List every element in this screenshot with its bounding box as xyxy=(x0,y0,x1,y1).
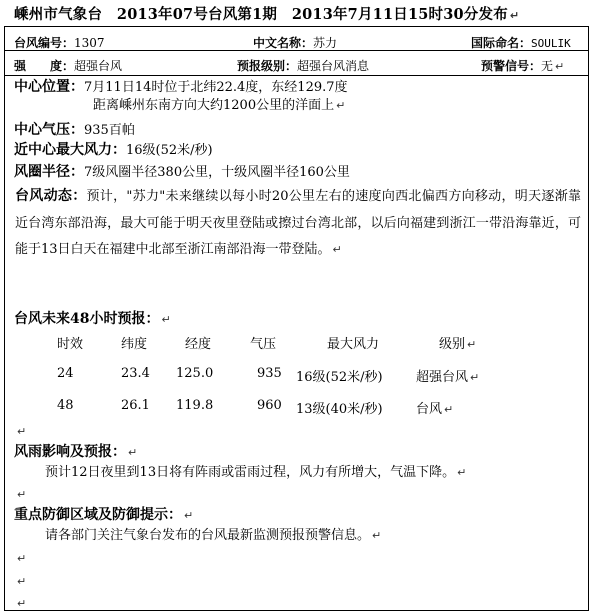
forecast-title xyxy=(14,311,171,328)
paragraph-mark-icon: ↵ xyxy=(17,575,27,588)
typhoon-number-value: 1307 xyxy=(74,36,105,50)
paragraph-mark-icon: ↵ xyxy=(336,99,346,112)
forecast-row1-time: 24 xyxy=(57,366,74,381)
forecast-level xyxy=(237,57,369,74)
warning-signal xyxy=(481,57,564,74)
empty-paragraph xyxy=(15,573,26,590)
max-wind-label: 近中心最大风力： xyxy=(14,142,126,158)
typhoon-dynamics-text: 预计，"苏力"未来继续以每小时20公里左右的速度向西北偏西方向移动，明天逐渐靠近台湾东部沿海，最大可能于明天夜里登陆或擦过台湾北部，以后向福建到浙江一带沿海靠近，可能于13日白天在福建中北部至浙江南部沿海一带登陆。 xyxy=(15,189,581,257)
chinese-name-value: 苏力 xyxy=(313,36,338,50)
forecast-row1-lon: 125.0 xyxy=(176,366,214,381)
forecast-row2-lat: 26.1 xyxy=(121,398,150,413)
forecast-header-wind: 最大风力 xyxy=(327,337,380,352)
international-name-value: SOULIK xyxy=(531,37,571,50)
paragraph-mark-icon: ↵ xyxy=(555,60,565,73)
paragraph-mark-icon: ↵ xyxy=(17,597,27,610)
forecast-row2-time: 48 xyxy=(57,398,74,413)
rain-title xyxy=(14,444,137,461)
rain-title-text: 风雨影响及预报： xyxy=(14,444,126,460)
typhoon-number-label: 台风编号： xyxy=(14,36,75,50)
paragraph-mark-icon: ↵ xyxy=(184,509,194,522)
forecast-row1-pressure: 935 xyxy=(257,366,282,381)
paragraph-mark-icon: ↵ xyxy=(470,371,480,384)
forecast-header-grade xyxy=(439,333,476,352)
strength-label: 强 度： xyxy=(14,59,75,73)
center-position-line2 xyxy=(93,97,345,114)
row-divider xyxy=(5,50,588,51)
forecast-row2-grade xyxy=(416,398,453,417)
wind-radius-label: 风圈半径： xyxy=(14,164,84,180)
forecast-header-pressure: 气压 xyxy=(250,337,277,352)
paragraph-mark-icon: ↵ xyxy=(457,466,467,479)
forecast-row2-grade-text: 台风 xyxy=(416,402,443,417)
forecast-header-lon: 经度 xyxy=(185,337,212,352)
forecast-row2-wind: 13级(40米/秒) xyxy=(296,402,383,417)
paragraph-mark-icon: ↵ xyxy=(17,425,27,438)
rain-forecast xyxy=(45,464,466,481)
center-pressure xyxy=(14,122,135,139)
paragraph-mark-icon: ↵ xyxy=(17,488,27,501)
wind-radius-value: 7级风圈半径380公里，十级风圈半径160公里 xyxy=(84,165,350,180)
typhoon-info-table xyxy=(4,26,589,611)
forecast-row2-pressure: 960 xyxy=(257,398,282,413)
typhoon-number xyxy=(14,34,105,51)
empty-paragraph xyxy=(15,486,26,503)
center-position xyxy=(14,79,348,96)
empty-paragraph xyxy=(15,595,26,612)
center-position-line1: 7月11日14时位于北纬22.4度，东经129.7度 xyxy=(84,80,348,95)
typhoon-dynamics-label: 台风动态： xyxy=(15,188,87,204)
forecast-row1-grade-text: 超强台风 xyxy=(416,370,469,385)
paragraph-mark-icon: ↵ xyxy=(128,446,138,459)
international-name xyxy=(471,34,571,51)
paragraph-mark-icon: ↵ xyxy=(467,338,477,351)
center-pressure-label: 中心气压： xyxy=(14,122,84,138)
forecast-row1-grade xyxy=(416,366,479,385)
center-pressure-value: 935百帕 xyxy=(84,123,135,138)
warning-signal-label: 预警信号： xyxy=(481,59,542,73)
row-divider xyxy=(5,75,588,76)
title-text: 嵊州市气象台 2013年07号台风第1期 2013年7月11日15时30分发布 xyxy=(14,6,508,23)
international-name-label: 国际命名： xyxy=(471,36,532,50)
paragraph-mark-icon: ↵ xyxy=(17,552,27,565)
paragraph-mark-icon: ↵ xyxy=(444,403,454,416)
empty-paragraph xyxy=(15,423,26,440)
strength xyxy=(14,57,122,74)
rain-forecast-text: 预计12日夜里到13日将有阵雨或雷雨过程，风力有所增大，气温下降。 xyxy=(45,465,456,480)
forecast-row2-lon: 119.8 xyxy=(176,398,214,413)
forecast-row1-wind: 16级(52米/秒) xyxy=(296,370,383,385)
paragraph-mark-icon: ↵ xyxy=(372,529,382,542)
empty-paragraph xyxy=(15,550,26,567)
forecast-header-time: 时效 xyxy=(57,337,84,352)
paragraph-mark-icon: ↵ xyxy=(332,243,342,256)
paragraph-mark-icon: ↵ xyxy=(161,313,171,326)
forecast-title-text: 台风未来48小时预报： xyxy=(14,311,160,327)
forecast-level-value: 超强台风消息 xyxy=(297,59,370,73)
center-position-line2-text: 距离嵊州东南方向大约1200公里的洋面上 xyxy=(93,98,335,113)
paragraph-mark-icon: ↵ xyxy=(509,9,520,22)
defense-tip xyxy=(45,527,381,544)
bulletin-title xyxy=(14,3,589,24)
strength-value: 超强台风 xyxy=(74,59,123,73)
forecast-level-label: 预报级别： xyxy=(237,59,298,73)
forecast-row1-lat: 23.4 xyxy=(121,366,150,381)
defense-title-text: 重点防御区域及防御提示： xyxy=(14,507,182,523)
typhoon-dynamics xyxy=(15,183,581,264)
max-wind-value: 16级(52米/秒) xyxy=(126,143,213,158)
forecast-header-lat: 纬度 xyxy=(121,337,148,352)
center-position-label: 中心位置： xyxy=(14,79,84,95)
forecast-header-grade-text: 级别 xyxy=(439,337,466,352)
max-wind xyxy=(14,142,213,159)
chinese-name xyxy=(253,34,337,51)
defense-tip-text: 请各部门关注气象台发布的台风最新监测预报预警信息。 xyxy=(45,528,371,543)
warning-signal-value: 无 xyxy=(541,59,554,73)
wind-radius xyxy=(14,164,350,181)
defense-title xyxy=(14,507,193,524)
chinese-name-label: 中文名称： xyxy=(253,36,314,50)
